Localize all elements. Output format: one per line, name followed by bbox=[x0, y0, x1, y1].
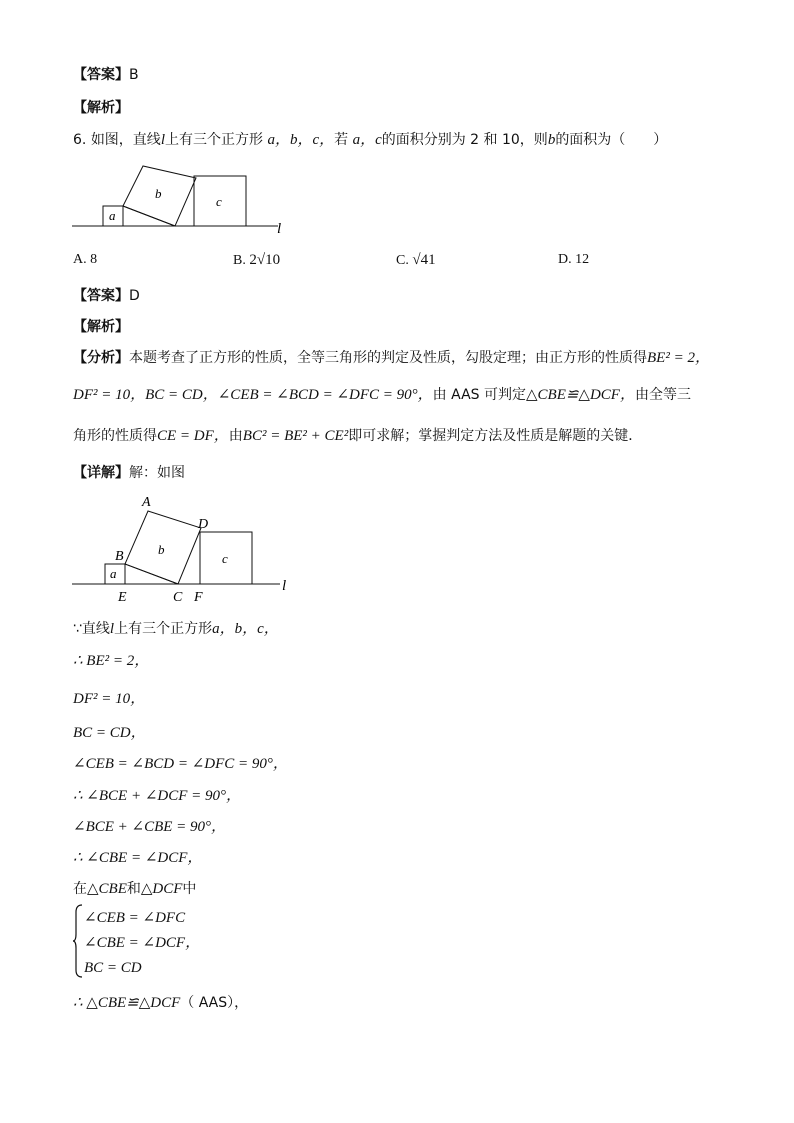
option-a[interactable]: A. 8 bbox=[73, 252, 98, 267]
svg-text:b: b bbox=[158, 542, 165, 557]
label-C: C bbox=[173, 590, 183, 605]
question-6: 6. 如图，直线l上有三个正方形 a，b，c，若 a，c的面积分别为 2 和 10，则b的面积为（ ） bbox=[73, 132, 668, 148]
label-c: c bbox=[216, 194, 222, 209]
analysis-line-3: 角形的性质得CE = DF，由BC² = BE² + CE²即可求解；掌握判定方法及性质是解题的关键． bbox=[73, 428, 643, 444]
system-row-0: ∠CEB = ∠DFC bbox=[84, 910, 186, 926]
system-row-2: BC = CD bbox=[84, 960, 142, 976]
label-E: E bbox=[118, 590, 127, 605]
option-c[interactable]: C. √41 bbox=[396, 252, 436, 268]
conclusion-line: ∴ △CBE≌△DCF（ AAS）， bbox=[73, 995, 249, 1011]
label-F: F bbox=[194, 590, 203, 605]
label-l: l bbox=[277, 221, 282, 237]
step-6: ∠BCE + ∠CBE = 90°， bbox=[73, 819, 227, 835]
step-4: ∠CEB = ∠BCD = ∠DFC = 90°， bbox=[73, 756, 288, 772]
left-brace bbox=[73, 904, 83, 978]
svg-text:c: c bbox=[222, 551, 228, 566]
detail-line: 【详解】解：如图 bbox=[73, 465, 185, 481]
step-3: BC = CD， bbox=[73, 725, 146, 741]
label-b: b bbox=[155, 186, 162, 201]
label-B: B bbox=[115, 549, 124, 564]
option-d[interactable]: D. 12 bbox=[558, 252, 590, 267]
analysis-line-1: 【分析】本题考查了正方形的性质，全等三角形的判定及性质，勾股定理；由正方形的性质得BE² = 2， bbox=[73, 350, 710, 366]
svg-text:a: a bbox=[110, 566, 117, 581]
label-D: D bbox=[198, 517, 209, 532]
step-0: ∵直线l上有三个正方形a，b，c， bbox=[73, 621, 279, 637]
svg-text:l: l bbox=[282, 578, 287, 594]
step-2: DF² = 10， bbox=[73, 691, 146, 707]
label-A: A bbox=[142, 495, 151, 510]
answer-tag: 【答案】 bbox=[73, 67, 129, 83]
answer-line-2: 【答案】D bbox=[73, 288, 140, 304]
figure-squares-2 bbox=[70, 492, 295, 607]
answer-line-1 bbox=[73, 66, 139, 84]
answer-value: B bbox=[129, 67, 139, 83]
step-7: ∴ ∠CBE = ∠DCF， bbox=[73, 850, 203, 866]
step-1: ∴ BE² = 2， bbox=[73, 653, 150, 669]
figure-squares-1 bbox=[70, 160, 290, 240]
label-a: a bbox=[109, 208, 116, 223]
in-triangles-line: 在△CBE和△DCF中 bbox=[73, 881, 197, 897]
step-5: ∴ ∠BCE + ∠DCF = 90°， bbox=[73, 788, 242, 804]
analysis-tag-1: 【解析】 bbox=[73, 100, 129, 116]
option-b[interactable]: B. 2√10 bbox=[233, 252, 281, 268]
analysis-tag-2: 【解析】 bbox=[73, 319, 129, 335]
analysis-line-2: DF² = 10，BC = CD，∠CEB = ∠BCD = ∠DFC = 90°，由 AAS 可判定△CBE≌△DCF，由全等三 bbox=[73, 387, 691, 403]
system-row-1: ∠CBE = ∠DCF， bbox=[84, 935, 201, 951]
